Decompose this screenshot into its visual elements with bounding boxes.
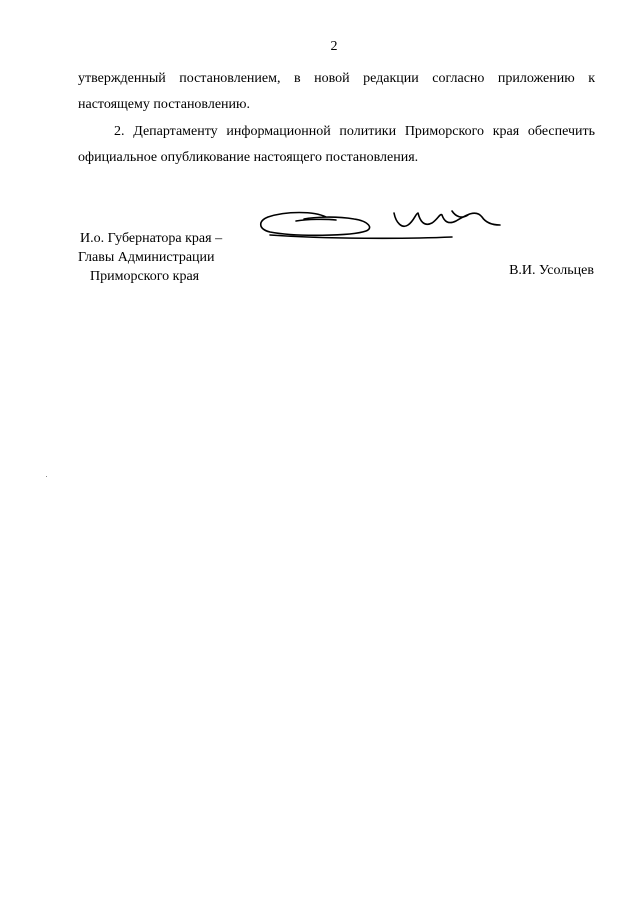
paragraph-2 (78, 119, 595, 171)
handwritten-signature (256, 203, 518, 247)
paragraph-1 (78, 66, 595, 118)
paragraph-2-line-1: 2. Департаменту информационной политики Приморского края обеспечить (114, 124, 595, 139)
signer-title-line-3: Приморского края (90, 269, 200, 284)
paragraph-2-line-2: официальное опубликование настоящего постановления. (78, 150, 419, 165)
signer-title (78, 229, 222, 286)
paragraph-1-line-2: настоящему постановлению. (78, 97, 250, 112)
paragraph-1-line-1: утвержденный постановлением, в новой редакции согласно приложению к (78, 71, 595, 86)
signer-title-line-1: И.о. Губернатора края – (80, 231, 223, 246)
scan-speck (46, 476, 47, 477)
signer-title-line-2: Главы Администрации (78, 250, 215, 265)
signer-name: В.И. Усольцев (509, 263, 594, 278)
page-number: 2 (330, 39, 338, 54)
